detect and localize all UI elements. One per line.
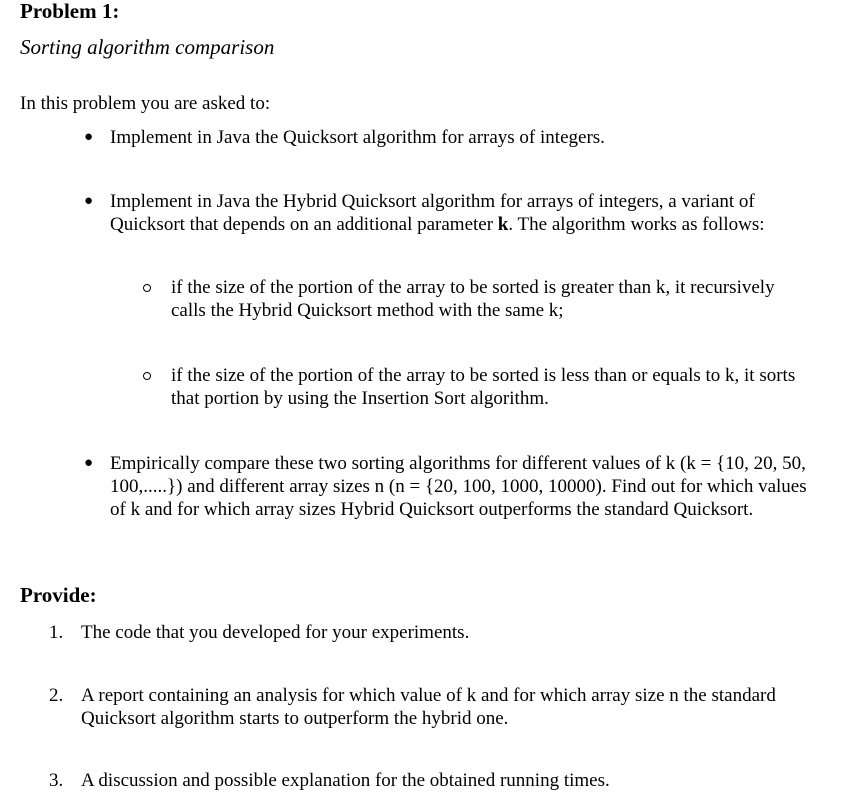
problem-subtitle: Sorting algorithm comparison <box>20 35 275 59</box>
bullet-item-2-text: Implement in Java the Hybrid Quicksort algorithm for arrays of integers, a variant of Quicksort that depends on an additional parameter <box>110 191 755 235</box>
circle-bullet-icon <box>143 284 151 292</box>
bullet-item-2 <box>110 190 810 236</box>
sub-item-1: if the size of the portion of the array to be sorted is greater than k, it recursively calls the Hybrid Quicksort method with the same k; <box>171 277 775 321</box>
bullet-item-1: Implement in Java the Quicksort algorithm for arrays of integers. <box>110 127 605 148</box>
circle-bullet-icon <box>143 372 151 380</box>
item-number: 1. <box>49 622 64 643</box>
parameter-k: k <box>497 214 509 235</box>
bullet-dot-icon: ● <box>84 193 94 209</box>
problem-title: Problem 1: <box>20 0 120 23</box>
bullet-item-2-text-end: . The algorithm works as follows: <box>508 214 765 235</box>
provide-heading: Provide: <box>20 583 97 607</box>
bullet-item-3: Empirically compare these two sorting algorithms for different values of k (k = {10, 20, 50, 100,.....}) and different array sizes n (n = {20, 100, 1000, 10000). Find out for which values of k and for which array sizes Hybrid Quicksort outperforms the standard Quicksort. <box>110 453 807 520</box>
provide-item-2: A report containing an analysis for which value of k and for which array size n the standard Quicksort algorithm starts to outperform the hybrid one. <box>81 685 776 729</box>
provide-item-1: The code that you developed for your experiments. <box>81 622 470 643</box>
provide-item-3: A discussion and possible explanation for the obtained running times. <box>81 770 610 791</box>
bullet-dot-icon: ● <box>84 129 94 145</box>
item-number: 2. <box>49 685 64 706</box>
sub-item-2: if the size of the portion of the array to be sorted is less than or equals to k, it sorts that portion by using the Insertion Sort algorithm. <box>171 365 796 409</box>
bullet-dot-icon: ● <box>84 455 94 471</box>
intro-text: In this problem you are asked to: <box>20 93 271 114</box>
item-number: 3. <box>49 770 64 791</box>
